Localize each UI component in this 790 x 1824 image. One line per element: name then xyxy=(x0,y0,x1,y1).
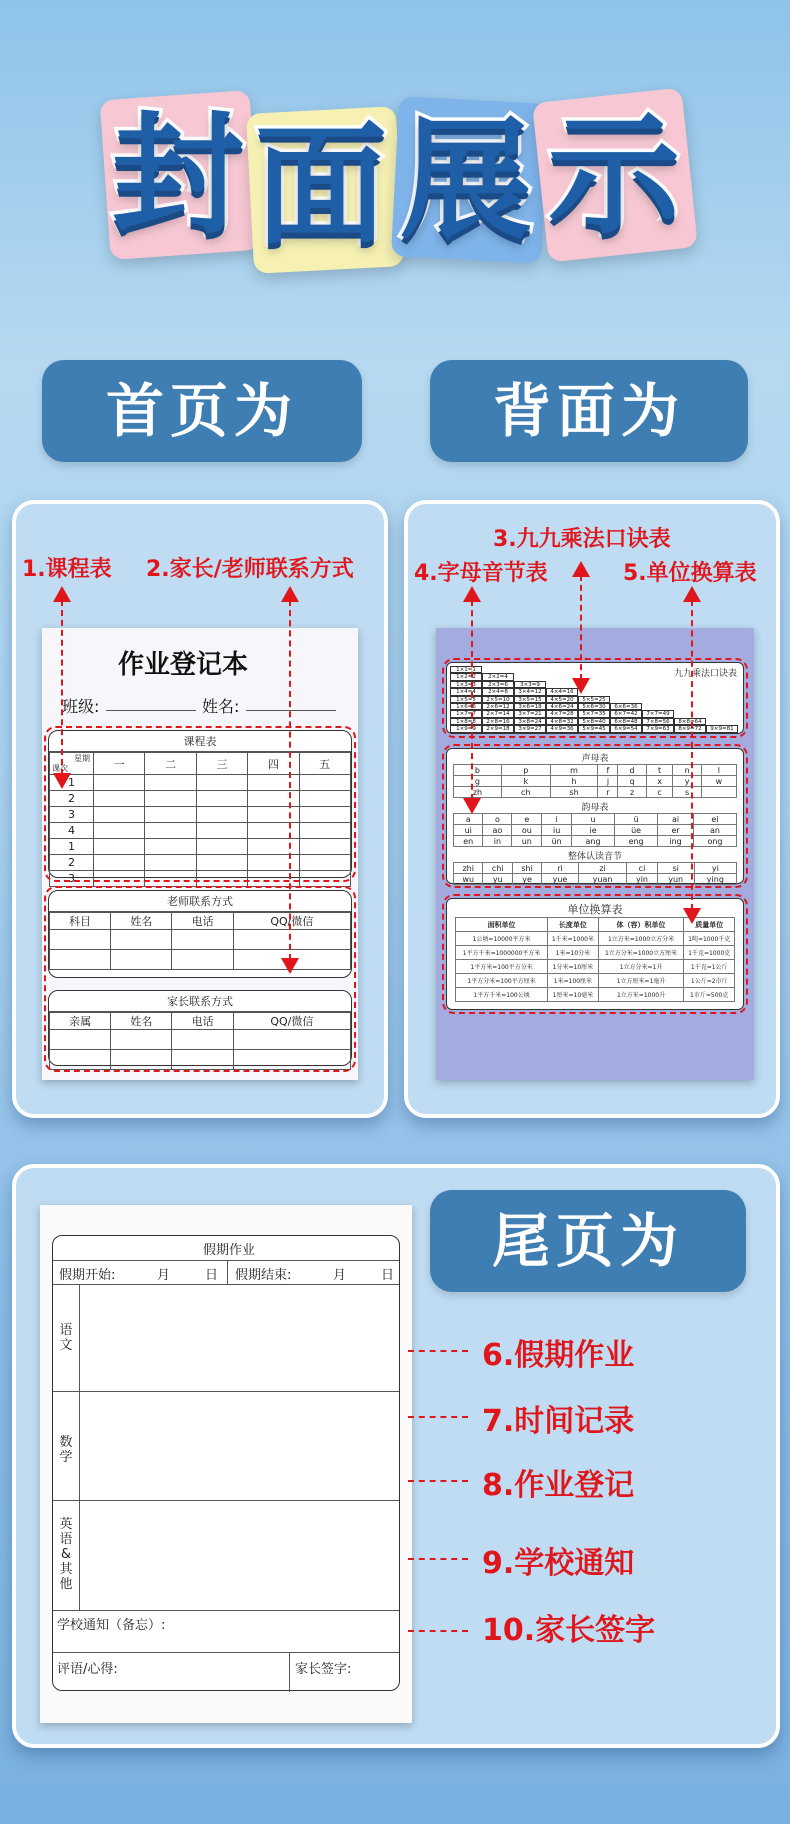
period-cell: 3 xyxy=(50,871,94,887)
initials-cell: r xyxy=(598,787,618,798)
multiplication-cell: 1×6=6 xyxy=(450,703,482,710)
subject-math: 数 学 xyxy=(59,1435,73,1465)
finals-cell: ing xyxy=(658,836,694,847)
parent-header: 电话 xyxy=(172,1013,233,1030)
teacher-contacts-title: 老师联系方式 xyxy=(49,891,351,912)
whole-syllable-cell: ci xyxy=(627,863,657,874)
units-cell: 1立方分米=1升 xyxy=(598,960,684,974)
multiplication-cell: 4×7=28 xyxy=(546,710,578,717)
initials-cell: ch xyxy=(501,787,550,798)
units-cell: 1公顷=10000平方米 xyxy=(456,932,548,946)
units-cell: 1米=100厘米 xyxy=(548,974,599,988)
units-cell: 体（容）积单位 xyxy=(598,918,684,932)
multiplication-cell: 9×9=81 xyxy=(706,725,738,732)
teacher-header: 科目 xyxy=(50,913,111,930)
whole-syllable-cell: yi xyxy=(694,863,736,874)
multiplication-cell: 8×8=64 xyxy=(674,718,706,725)
units-cell: 1市斤=500克 xyxy=(684,988,735,1002)
title-char-2: 面 xyxy=(255,109,387,263)
finals-cell: üe xyxy=(615,825,658,836)
finals-cell: i xyxy=(542,814,572,825)
multiplication-cell: 4×4=16 xyxy=(546,688,578,695)
title-char-4: 示 xyxy=(548,99,680,253)
whole-syllable-cell: yu xyxy=(483,874,513,885)
multiplication-cell: 2×9=18 xyxy=(482,725,514,732)
day-header: 五 xyxy=(299,753,350,775)
units-cell: 1立方米=1000升 xyxy=(598,988,684,1002)
multiplication-cell: 1×7=7 xyxy=(450,710,482,717)
period-cell: 2 xyxy=(50,791,94,807)
initials-cell: s xyxy=(673,787,701,798)
initials-cell: t xyxy=(646,765,673,776)
multiplication-cell: 1×8=8 xyxy=(450,718,482,725)
multiplication-cell: 2×6=12 xyxy=(482,703,514,710)
period-cell: 1 xyxy=(50,775,94,791)
school-notice-label: 学校通知（备忘）: xyxy=(57,1618,166,1633)
end-day-label: 日 xyxy=(381,1268,395,1283)
multiplication-cell: 7×8=56 xyxy=(642,718,674,725)
finals-cell: ü xyxy=(615,814,658,825)
multiplication-arrow xyxy=(580,575,582,680)
multiplication-cell: 5×7=35 xyxy=(578,710,610,717)
period-cell: 3 xyxy=(50,807,94,823)
units-cell: 1吨=1000千克 xyxy=(684,932,735,946)
holiday-form xyxy=(52,1235,400,1691)
multiplication-cell: 4×5=20 xyxy=(546,696,578,703)
whole-syllable-cell: yue xyxy=(542,874,579,885)
initials-cell: w xyxy=(701,776,736,787)
tail-label-register: 8.作业登记 xyxy=(482,1468,635,1503)
finals-cell: a xyxy=(454,814,483,825)
units-cell: 长度单位 xyxy=(548,918,599,932)
finals-cell: ün xyxy=(542,836,572,847)
name-label: 姓名: xyxy=(202,697,240,716)
chinese-divider xyxy=(53,1391,399,1392)
initials-cell: c xyxy=(646,787,673,798)
finals-cell: ong xyxy=(693,836,736,847)
finals-cell: ie xyxy=(572,825,615,836)
multiplication-cell: 6×6=36 xyxy=(610,703,642,710)
units-title: 单位换算表 xyxy=(567,903,623,916)
units-cell: 1分米=10厘米 xyxy=(548,960,599,974)
multiplication-cell: 1×1=1 xyxy=(450,666,482,673)
finals-cell: ao xyxy=(483,825,512,836)
multiplication-cell: 5×8=40 xyxy=(578,718,610,725)
units-cell: 1平方分米=100平方厘米 xyxy=(456,974,548,988)
finals-cell: en xyxy=(454,836,483,847)
multiplication-cell: 2×7=14 xyxy=(482,710,514,717)
multiplication-cell: 4×8=32 xyxy=(546,718,578,725)
whole-syllable-cell: wu xyxy=(454,874,483,885)
units-highlight xyxy=(442,894,748,1014)
units-cell: 1立方分米=1000立方厘米 xyxy=(598,946,684,960)
holiday-start-label: 假期开始: xyxy=(59,1268,116,1283)
finals-cell: in xyxy=(483,836,512,847)
finals-cell: o xyxy=(483,814,512,825)
multiplication-cell: 2×4=8 xyxy=(482,688,514,695)
initials-cell: d xyxy=(618,765,646,776)
day-header: 一 xyxy=(94,753,145,775)
tail-label-signature: 10.家长签字 xyxy=(482,1613,656,1648)
finals-cell: e xyxy=(512,814,542,825)
initials-cell: sh xyxy=(550,787,598,798)
multiplication-cell: 5×6=30 xyxy=(578,703,610,710)
multiplication-cell: 5×9=45 xyxy=(578,725,610,732)
units-cell: 1厘米=10毫米 xyxy=(548,988,599,1002)
multiplication-cell: 3×7=21 xyxy=(514,710,546,717)
day-header: 三 xyxy=(196,753,247,775)
day-header: 二 xyxy=(145,753,196,775)
units-cell: 1千米=1000米 xyxy=(548,932,599,946)
multiplication-cell: 2×8=16 xyxy=(482,718,514,725)
whole-syllable-cell: yun xyxy=(657,874,694,885)
parent-signature-label: 家长签字: xyxy=(295,1662,352,1677)
parent-header: QQ/微信 xyxy=(233,1013,350,1030)
day-header: 四 xyxy=(248,753,299,775)
units-cell: 1立方厘米=1毫升 xyxy=(598,974,684,988)
multiplication-cell: 3×3=9 xyxy=(514,681,546,688)
tail-pointer-5 xyxy=(408,1630,468,1632)
whole-syllable-cell: yin xyxy=(627,874,657,885)
multiplication-cell: 3×4=12 xyxy=(514,688,546,695)
whole-title: 整体认读音节 xyxy=(567,852,622,862)
finals-cell: u xyxy=(572,814,615,825)
units-cell: 面积单位 xyxy=(456,918,548,932)
finals-cell: un xyxy=(512,836,542,847)
subject-chinese: 语 文 xyxy=(59,1323,73,1353)
initials-cell: zh xyxy=(454,787,502,798)
finals-cell: ou xyxy=(512,825,542,836)
signature-divider xyxy=(289,1652,290,1692)
corner-bottom: 课次 xyxy=(52,764,68,773)
back-label-multiplication: 3.九九乘法口诀表 xyxy=(493,527,671,552)
initials-cell: x xyxy=(646,776,673,787)
class-label: 班级: xyxy=(62,697,100,716)
tail-pointer-1 xyxy=(408,1350,468,1352)
multiplication-cell: 5×5=25 xyxy=(578,696,610,703)
multiplication-cell: 4×6=24 xyxy=(546,703,578,710)
initials-cell: h xyxy=(550,776,598,787)
start-month-label: 月 xyxy=(157,1268,171,1283)
multiplication-highlight xyxy=(442,658,748,738)
finals-cell: an xyxy=(693,825,736,836)
finals-cell: er xyxy=(658,825,694,836)
initials-cell: f xyxy=(598,765,618,776)
multiplication-cell: 3×6=18 xyxy=(514,703,546,710)
parent-header: 亲属 xyxy=(50,1013,111,1030)
finals-cell: ang xyxy=(572,836,615,847)
notebook-title: 作业登记本 xyxy=(118,650,249,680)
start-day-label: 日 xyxy=(205,1268,219,1283)
multiplication-cell: 1×4=4 xyxy=(450,688,482,695)
multiplication-cell: 7×9=63 xyxy=(642,725,674,732)
multiplication-cell: 4×9=36 xyxy=(546,725,578,732)
teacher-header: QQ/微信 xyxy=(233,913,350,930)
multiplication-cell: 3×5=15 xyxy=(514,696,546,703)
phonics-arrow xyxy=(471,600,473,800)
initials-cell: b xyxy=(454,765,502,776)
multiplication-cell: 1×9=9 xyxy=(450,725,482,732)
tail-pointer-4 xyxy=(408,1558,468,1560)
title-char-1: 封 xyxy=(112,99,244,253)
finals-cell: ai xyxy=(658,814,694,825)
whole-syllable-cell: ye xyxy=(513,874,542,885)
contacts-arrow xyxy=(289,600,291,960)
tail-pointer-2 xyxy=(408,1416,468,1418)
tail-label-notice: 9.学校通知 xyxy=(482,1546,635,1581)
multiplication-cell: 2×2=4 xyxy=(482,673,514,680)
parent-contacts-title: 家长联系方式 xyxy=(49,991,351,1012)
finals-cell: iu xyxy=(542,825,572,836)
holiday-title-divider xyxy=(53,1260,399,1261)
parent-header: 姓名 xyxy=(111,1013,172,1030)
multiplication-cell: 6×9=54 xyxy=(610,725,642,732)
name-underline xyxy=(246,710,336,711)
initials-cell: n xyxy=(673,765,701,776)
other-divider xyxy=(53,1610,399,1611)
initials-cell: l xyxy=(701,765,736,776)
initials-title: 声母表 xyxy=(581,754,609,764)
units-arrow xyxy=(691,600,693,910)
units-cell: 1平方千米=1000000平方米 xyxy=(456,946,548,960)
holiday-end-label: 假期结束: xyxy=(235,1268,292,1283)
initials-cell: k xyxy=(501,776,550,787)
units-cell: 质量单位 xyxy=(684,918,735,932)
finals-title: 韵母表 xyxy=(581,803,609,813)
units-cell: 1平方米=100平方分米 xyxy=(456,960,548,974)
whole-syllable-cell: chi xyxy=(483,863,513,874)
tail-label-homework: 6.假期作业 xyxy=(482,1338,635,1373)
multiplication-cell: 2×3=6 xyxy=(482,681,514,688)
initials-cell: m xyxy=(550,765,598,776)
title-char-3: 展 xyxy=(400,104,532,258)
subject-column-divider xyxy=(79,1284,80,1610)
initials-cell: j xyxy=(598,776,618,787)
multiplication-cell: 1×2=2 xyxy=(450,673,482,680)
multiplication-cell: 8×9=72 xyxy=(674,725,706,732)
initials-cell: g xyxy=(454,776,502,787)
whole-syllable-cell: shi xyxy=(513,863,542,874)
front-label-contacts: 2.家长/老师联系方式 xyxy=(146,557,354,582)
schedule-title: 课程表 xyxy=(49,731,351,752)
multiplication-cell: 7×7=49 xyxy=(642,710,674,717)
units-cell: 1公斤=2市斤 xyxy=(684,974,735,988)
initials-cell: p xyxy=(501,765,550,776)
teacher-header: 姓名 xyxy=(111,913,172,930)
back-paper xyxy=(436,628,754,1080)
finals-cell: ui xyxy=(454,825,483,836)
math-divider xyxy=(53,1500,399,1501)
whole-syllable-cell: si xyxy=(657,863,694,874)
comment-label: 评语/心得: xyxy=(57,1662,118,1677)
date-row-divider xyxy=(53,1284,399,1285)
front-paper xyxy=(42,628,358,1080)
units-cell: 1立方米=1000立方分米 xyxy=(598,932,684,946)
schedule-arrow xyxy=(61,600,63,775)
multiplication-cell: 3×9=27 xyxy=(514,725,546,732)
whole-syllable-cell: zi xyxy=(578,863,626,874)
back-section-pill: 背面为 xyxy=(430,360,748,462)
front-label-schedule: 1.课程表 xyxy=(22,557,112,582)
units-cell: 1平方千米=100公顷 xyxy=(456,988,548,1002)
multiplication-cell: 6×8=48 xyxy=(610,718,642,725)
end-month-label: 月 xyxy=(333,1268,347,1283)
back-label-phonics: 4.字母音节表 xyxy=(414,561,548,586)
multiplication-cell: 6×7=42 xyxy=(610,710,642,717)
initials-cell: z xyxy=(618,787,646,798)
tail-section-pill: 尾页为 xyxy=(430,1190,746,1292)
tail-pointer-3 xyxy=(408,1480,468,1482)
units-cell: 1米=10分米 xyxy=(548,946,599,960)
front-section-pill: 首页为 xyxy=(42,360,362,462)
multiplication-cell: 2×5=10 xyxy=(482,696,514,703)
subject-other: 英 语 & 其 他 xyxy=(59,1517,73,1592)
tail-label-time: 7.时间记录 xyxy=(482,1404,635,1439)
initials-cell: q xyxy=(618,776,646,787)
corner-top: 星期 xyxy=(74,754,90,763)
initials-cell: y xyxy=(673,776,701,787)
notice-divider xyxy=(53,1652,399,1653)
multiplication-title: 九九乘法口诀表 xyxy=(673,669,737,679)
schedule-highlight xyxy=(44,726,356,882)
finals-cell: eng xyxy=(615,836,658,847)
teacher-header: 电话 xyxy=(172,913,233,930)
finals-cell: ei xyxy=(693,814,736,825)
whole-syllable-cell: ri xyxy=(542,863,579,874)
date-divider xyxy=(227,1260,228,1284)
holiday-title: 假期作业 xyxy=(203,1243,256,1258)
period-cell: 1 xyxy=(50,839,94,855)
multiplication-cell: 3×8=24 xyxy=(514,718,546,725)
units-cell: 1千克=1000克 xyxy=(684,946,735,960)
period-cell: 2 xyxy=(50,855,94,871)
whole-syllable-cell: yuan xyxy=(578,874,626,885)
multiplication-cell: 1×5=5 xyxy=(450,696,482,703)
period-cell: 4 xyxy=(50,823,94,839)
phonics-highlight xyxy=(442,744,748,888)
tail-paper xyxy=(40,1205,412,1723)
multiplication-cell: 1×3=3 xyxy=(450,681,482,688)
whole-syllable-cell: ying xyxy=(694,874,736,885)
back-label-units: 5.单位换算表 xyxy=(623,561,757,586)
whole-syllable-cell: zhi xyxy=(454,863,483,874)
units-cell: 1千克=1公斤 xyxy=(684,960,735,974)
class-underline xyxy=(106,710,196,711)
contacts-highlight xyxy=(44,886,356,1072)
